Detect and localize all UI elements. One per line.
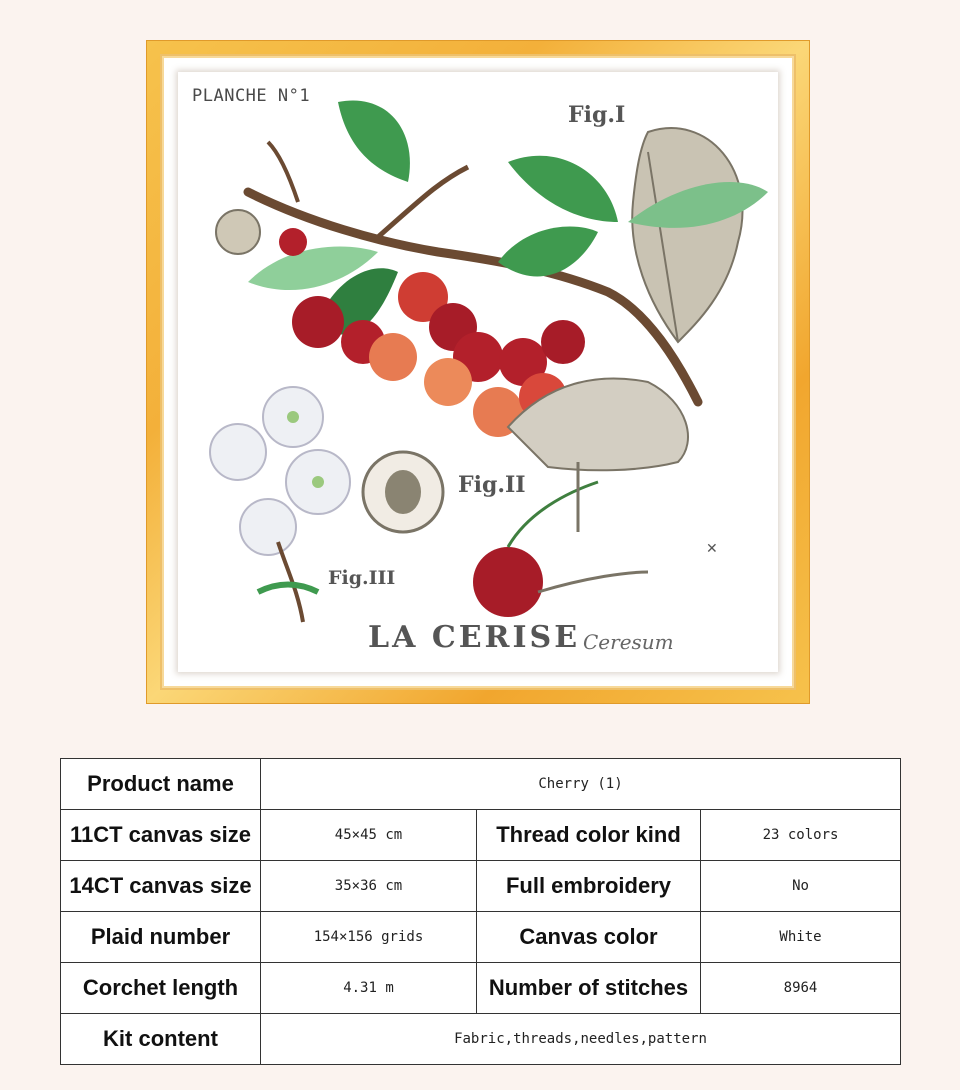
- table-row: [61, 861, 901, 912]
- plaid-number-value: 154×156 grids: [261, 912, 477, 963]
- table-row: [61, 963, 901, 1014]
- corchet-length-value: 4.31 m: [261, 963, 477, 1014]
- fig-3-label: Fig.III: [328, 567, 396, 589]
- plaid-number-label: Plaid number: [61, 912, 261, 963]
- table-row: [61, 810, 901, 861]
- ct11-canvas-size-value: 45×45 cm: [261, 810, 477, 861]
- cross-stitch-artwork: [178, 72, 778, 672]
- table-row: [61, 1014, 901, 1065]
- ct14-canvas-size-value: 35×36 cm: [261, 861, 477, 912]
- product-name-label: Product name: [61, 759, 261, 810]
- picture-frame: [146, 40, 810, 704]
- full-embroidery-label: Full embroidery: [477, 861, 701, 912]
- blossoms: [210, 387, 350, 555]
- kit-content-label: Kit content: [61, 1014, 261, 1065]
- thread-color-kind-value: 23 colors: [701, 810, 901, 861]
- thread-color-kind-label: Thread color kind: [477, 810, 701, 861]
- frame-inner: [164, 58, 792, 686]
- product-name-value: Cherry (1): [261, 759, 901, 810]
- product-spec-table: [60, 758, 901, 1065]
- artwork-title: LA CERISE: [368, 620, 581, 655]
- table-row: [61, 759, 901, 810]
- leaf: [508, 156, 618, 222]
- number-of-stitches-label: Number of stitches: [477, 963, 701, 1014]
- full-embroidery-value: No: [701, 861, 901, 912]
- kit-content-value: Fabric,threads,needles,pattern: [261, 1014, 901, 1065]
- cherry-pit: [216, 210, 260, 254]
- canvas-color-label: Canvas color: [477, 912, 701, 963]
- corchet-length-label: Corchet length: [61, 963, 261, 1014]
- planche-label: PLANCHE N°1: [192, 86, 311, 106]
- fig-2-label: Fig.II: [458, 472, 526, 498]
- number-of-stitches-value: 8964: [701, 963, 901, 1014]
- leaf: [338, 100, 410, 182]
- cherry-illustration: [178, 72, 778, 672]
- ct11-canvas-size-label: 11CT canvas size: [61, 810, 261, 861]
- ct14-canvas-size-label: 14CT canvas size: [61, 861, 261, 912]
- fig-1-label: Fig.I: [568, 102, 626, 128]
- cross-mark-icon: ✕: [706, 540, 718, 556]
- table-row: [61, 912, 901, 963]
- leaf: [498, 226, 598, 276]
- artwork-subtitle: Ceresum: [583, 630, 674, 654]
- big-cherry: [473, 547, 543, 617]
- canvas-color-value: White: [701, 912, 901, 963]
